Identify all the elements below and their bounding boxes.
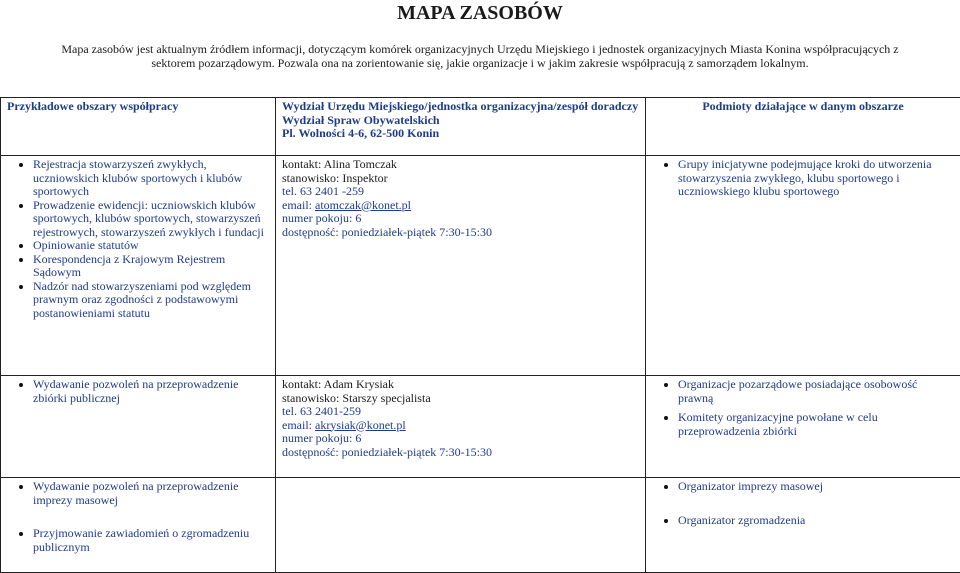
contact-phone: tel. 63 2401-259 [282, 404, 361, 418]
email-link[interactable]: atomczak@konet.pl [315, 197, 412, 212]
table-row [1, 478, 960, 573]
contact-name: kontakt: Alina Tomczak [282, 157, 397, 171]
contact-name: kontakt: Adam Krysiak [282, 377, 394, 391]
list-item: • Organizator imprezy masowej [678, 480, 954, 494]
header-department-address: Pl. Wolności 4-6, 62-500 Konin [282, 126, 440, 140]
table-header-row [1, 98, 960, 156]
contact-email-line [282, 419, 639, 433]
list-item: • Opiniowanie statutów [33, 239, 269, 253]
header-department-title: Wydział Urzędu Miejskiego/jednostka organizacyjna/zespół doradczy [282, 99, 639, 113]
list-item: • Przyjmowanie zawiadomień o zgromadzeniu publicznym [33, 527, 269, 554]
entities-cell [646, 478, 960, 573]
header-department-name: Wydział Spraw Obywatelskich [282, 112, 440, 127]
table-row [1, 376, 960, 478]
contact-cell [276, 156, 646, 376]
list-item: • Nadzór nad stowarzyszeniami pod względem prawnym oraz zgodności z podstawowymi postanowieniami statutu [33, 280, 269, 321]
table-row [1, 156, 960, 376]
contact-room: numer pokoju: 6 [282, 211, 362, 225]
intro-paragraph: Mapa zasobów jest aktualnym źródłem informacji, dotyczącym komórek organizacyjnych Urzędu Miejskiego i jednostek organizacyjnych Miasta Konina współpracujących z sektorem pozarządowym. Pozwala ona na zorientowanie się, jakie organizacje i w jakim zakresie współpracują z samorządem lokalnym. [61, 42, 899, 70]
contact-hours: dostępność: poniedziałek-piątek 7:30-15:30 [282, 444, 492, 459]
list-item: • Komitety organizacyjne powołane w celu przeprowadzenia zbiórki [678, 411, 954, 438]
contact-email-line [282, 199, 639, 213]
page-title: MAPA ZASOBÓW [397, 2, 563, 24]
list-item: • Wydawanie pozwoleń na przeprowadzenie zbiórki publicznej [33, 378, 269, 405]
header-department [276, 98, 646, 156]
email-link[interactable]: akrysiak@konet.pl [315, 417, 406, 432]
list-item: • Prowadzenie ewidencji: uczniowskich klubów sportowych, klubów sportowych, stowarzyszeń rejestrowych, stowarzyszeń zwykłych i fundacji [33, 199, 269, 240]
contact-position: stanowisko: Inspektor [282, 170, 388, 185]
resources-table [0, 97, 960, 573]
contact-room: numer pokoju: 6 [282, 431, 362, 445]
areas-cell [1, 156, 276, 376]
list-item: • Wydawanie pozwoleń na przeprowadzenie imprezy masowej [33, 480, 269, 507]
list-item: • Korespondencja z Krajowym Rejestrem Sądowym [33, 253, 269, 280]
list-item: • Organizator zgromadzenia [678, 514, 954, 528]
contact-cell-empty [276, 478, 646, 573]
entities-cell [646, 376, 960, 478]
email-label: email: [282, 197, 315, 212]
contact-phone: tel. 63 2401 -259 [282, 184, 364, 198]
header-cooperation-areas: Przykładowe obszary współpracy [1, 98, 276, 156]
contact-hours: dostępność: poniedziałek-piątek 7:30-15:30 [282, 224, 492, 239]
areas-cell [1, 478, 276, 573]
areas-cell [1, 376, 276, 478]
list-item: • Rejestracja stowarzyszeń zwykłych, uczniowskich klubów sportowych i klubów sportowych [33, 158, 269, 199]
contact-position: stanowisko: Starszy specjalista [282, 390, 431, 405]
list-item: • Organizacje pozarządowe posiadające osobowość prawną [678, 378, 954, 405]
header-entities: Podmioty działające w danym obszarze [646, 98, 960, 156]
contact-cell [276, 376, 646, 478]
list-item: • Grupy inicjatywne podejmujące kroki do utworzenia stowarzyszenia zwykłego, klubu sportowego i uczniowskiego klubu sportowego [678, 158, 954, 199]
entities-cell [646, 156, 960, 376]
email-label: email: [282, 417, 315, 432]
